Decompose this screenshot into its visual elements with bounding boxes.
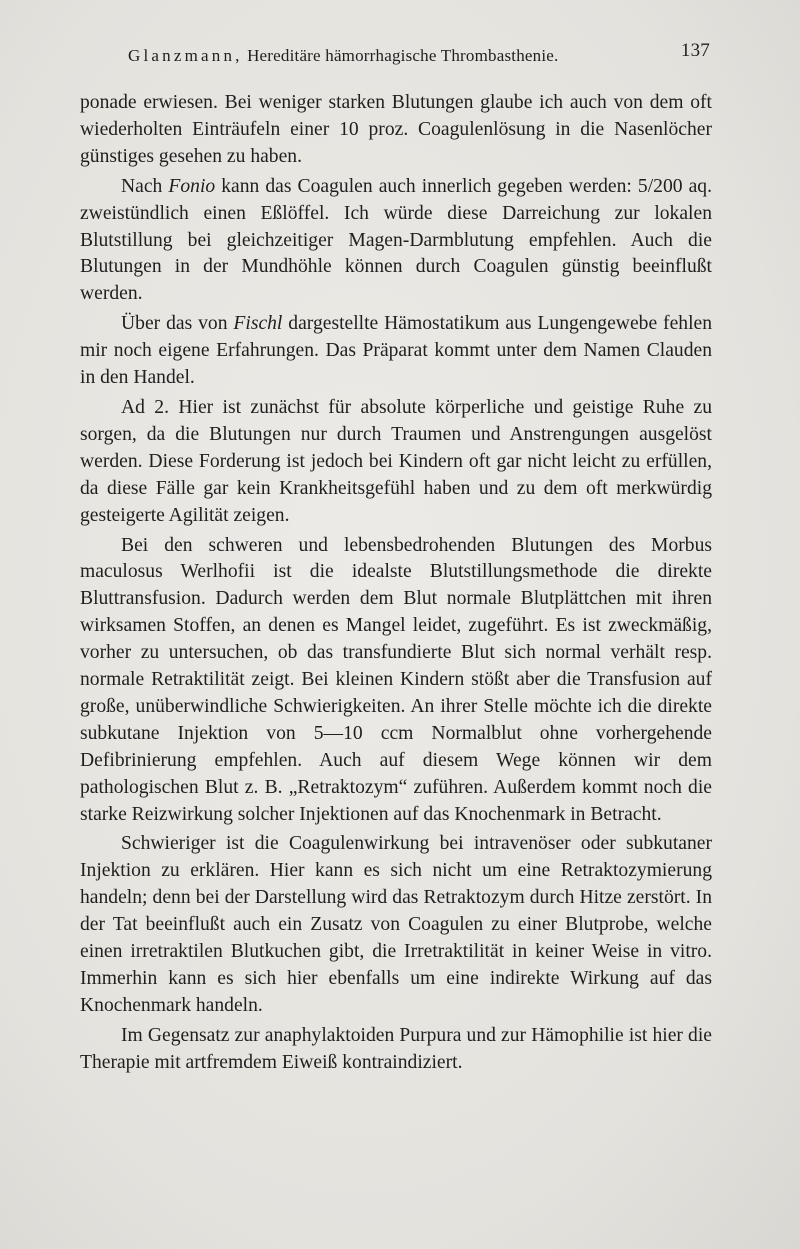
paragraph (80, 395, 712, 530)
paragraph-text: kann das Coagulen auch innerlich gegeben werden: 5/200 aq. zweistündlich einen Eßlöffel. Ich würde diese Darreichung zur lokalen Blutstillung bei gleichzeitiger Magen-Darmblutung empfehlen. Auch die Blutungen in der Mundhöhle können durch Coagulen günstig beeinflußt werden. (80, 175, 712, 305)
running-header (128, 40, 718, 76)
author-name-italic: Fischl (233, 313, 283, 335)
paragraph-text: ponade erwiesen. Bei weniger starken Blutungen glaube ich auch von dem oft wiederholten Einträufeln einer 10 proz. Coagulenlösung in die Nasenlöcher günstiges gesehen zu haben. (80, 92, 712, 167)
page-number: 137 (680, 40, 710, 61)
header-author: Glanzmann, (128, 46, 243, 65)
paragraph-text: Bei den schweren und lebensbedrohenden Blutungen des Morbus maculosus Werlhofii ist die idealste Blutstillungsmethode die direkte Bluttransfusion. Dadurch werden dem Blut normale Blutplättchen mit ihren wirksamen Stoffen, an denen es Mangel leidet, zugeführt. Es ist zweckmäßig, vorher zu untersuchen, ob das transfundierte Blut sich normal verhält resp. normale Retraktilität zeigt. Bei kleinen Kindern stößt aber die Transfusion auf große, unüberwindliche Schwierigkeiten. An ihrer Stelle möchte ich die direkte subkutane Injektion von 5—10 ccm Normalblut ohne vorhergehende Defibrinierung empfehlen. Auch auf diesem Wege können wir dem pathologischen Blut z. B. „Retraktozym“ zuführen. Außerdem kommt noch die starke Reizwirkung solcher Injektionen auf das Knochenmark in Betracht. (80, 534, 712, 825)
paragraph (80, 1023, 712, 1077)
author-name-italic: Fonio (168, 175, 216, 197)
paragraph (80, 90, 712, 171)
body-text (80, 90, 712, 1080)
paragraph (80, 831, 712, 1019)
paragraph-text: Ad 2. Hier ist zunächst für absolute körperliche und geistige Ruhe zu sorgen, da die Blutungen nur durch Traumen und Anstrengungen ausgelöst werden. Diese Forderung ist jedoch bei Kindern oft gar nicht leicht zu erfüllen, da diese Fälle gar kein Krankheitsgefühl haben und zu dem oft merkwürdig gesteigerte Agilität zeigen. (80, 396, 712, 526)
paragraph-text: Über das von (121, 313, 234, 335)
paragraph (80, 533, 712, 829)
paragraph-text: Nach (121, 175, 169, 197)
header-title: Hereditäre hämorrhagische Thrombasthenie. (247, 46, 559, 65)
paragraph-text: dargestellte Hämostatikum aus Lungengewebe fehlen mir noch eigene Erfahrungen. Das Präparat kommt unter dem Namen Clauden in den Handel. (80, 313, 713, 389)
paragraph (80, 311, 712, 392)
paragraph-text: Schwieriger ist die Coagulenwirkung bei intravenöser oder subkutaner Injektion zu erklären. Hier kann es sich nicht um eine Retraktozymierung handeln; denn bei der Darstellung wird das Retraktozym durch Hitze zerstört. In der Tat beeinflußt auch ein Zusatz von Coagulen zu einer Blutprobe, welche einen irretraktilen Blutkuchen gibt, die Irretraktilität in keiner Weise in vitro. Immerhin kann es sich hier ebenfalls um eine indirekte Wirkung auf das Knochenmark handeln. (80, 833, 712, 1016)
paragraph-text: Im Gegensatz zur anaphylaktoiden Purpura und zur Hämophilie ist hier die Therapie mit artfremdem Eiweiß kontraindiziert. (80, 1024, 712, 1073)
paragraph (80, 174, 712, 309)
